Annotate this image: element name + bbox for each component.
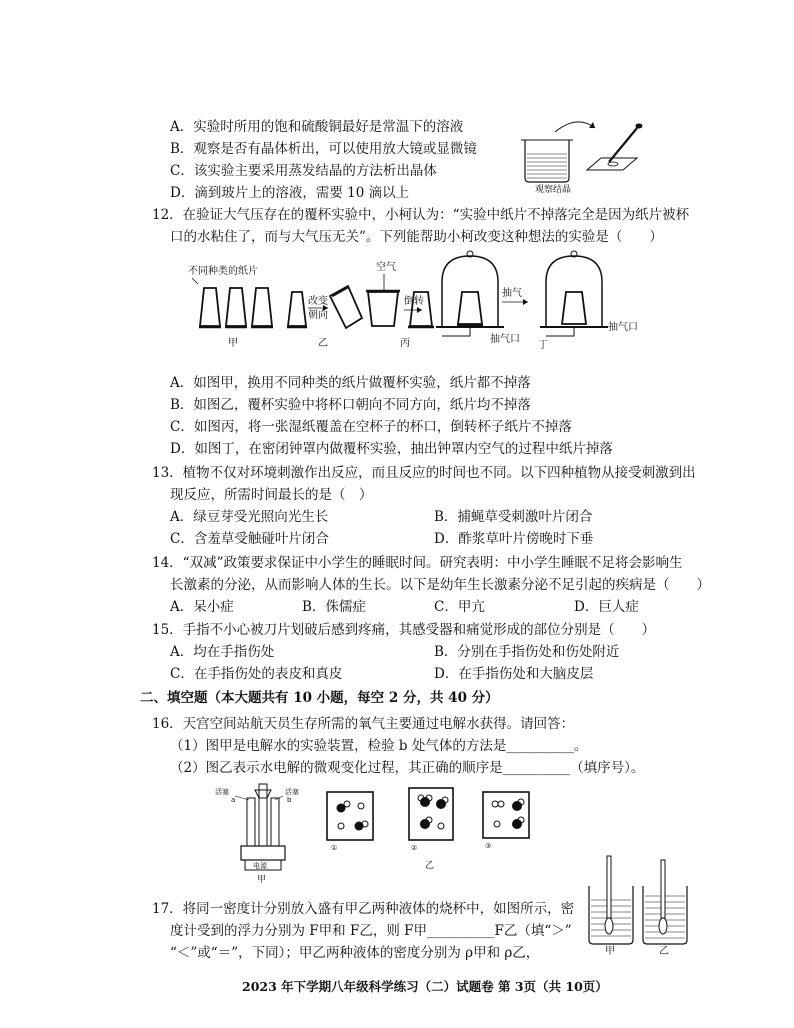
q12-label-bing: 丙	[400, 338, 410, 349]
q16-label-b: b	[287, 796, 292, 804]
q13-option-d: D．酢浆草叶片傍晚时下垂	[434, 531, 594, 547]
q12-label-papers: 不同种类的纸片	[188, 266, 258, 277]
q12-label-air: 空气	[376, 262, 396, 273]
q14-option-c: C．甲亢	[434, 599, 485, 615]
q15-option-a: A．均在手指伤处	[170, 644, 275, 660]
q13-stem-line1: 13．植物不仅对环境刺激作出反应，而且反应的时间也不同。以下四种植物从接受刺激到出	[152, 465, 696, 481]
q17-stem-line3: “＜”或“＝”，下同）；甲乙两种液体的密度分别为 ρ甲和 ρ乙，	[170, 945, 540, 961]
q12-label-change: 改变	[308, 296, 328, 307]
q16-sub2: （2）图乙表示水电解的微观变化过程，其正确的顺序是__________（填序号）。	[170, 760, 645, 776]
q14-option-b: B．侏儒症	[302, 599, 366, 615]
q17-fig-jia: 甲	[605, 946, 615, 957]
q14-stem-line2: 长激素的分泌，从而影响人体的生长。以下是幼年生长激素分泌不足引起的疾病是（ ）	[170, 577, 710, 593]
q14-stem-line1: 14．“双减”政策要求保证中小学生的睡眠时间。研究表明：中小学生睡眠不足将会影响生	[152, 555, 683, 571]
q16-stem: 16．天宫空间站航天员生存所需的氧气主要通过电解水获得。请回答：	[152, 716, 575, 732]
q12-option-b: B．如图乙，覆杯实验中将杯口朝向不同方向，纸片均不掉落	[170, 397, 531, 413]
q11-option-a: A．实验时所用的饱和硫酸铜最好是常温下的溶液	[170, 119, 464, 135]
q14-option-a: A．呆小症	[170, 599, 234, 615]
q13-stem-line2: 现反应，所需时间最长的是（ ）	[170, 487, 373, 503]
q13-option-a: A．绿豆芽受光照向光生长	[170, 509, 329, 525]
q16-fig-yi: 乙	[425, 861, 435, 871]
q12-label-pump: 抽气	[502, 288, 522, 299]
q12-label-direction: 朝向	[308, 310, 328, 321]
q12-label-port1: 抽气口	[490, 334, 520, 345]
q17-hydrometer-figure	[585, 856, 695, 956]
q12-stem-line1: 12．在验证大气压存在的覆杯实验中，小柯认为：“实验中纸片不掉落完全是因为纸片被杯	[152, 207, 690, 223]
q15-option-b: B．分别在手指伤处和伤处附近	[434, 644, 620, 660]
q11-option-b: B．观察是否有晶体析出，可以使用放大镜或显微镜	[170, 141, 477, 157]
q16-valve-right-label: 活塞	[285, 788, 299, 796]
q12-label-jia: 甲	[228, 338, 238, 349]
q12-option-a: A．如图甲，换用不同种类的纸片做覆杯实验，纸片都不掉落	[170, 375, 531, 391]
q16-panel-3-number: ③	[485, 842, 492, 850]
q17-fig-yi: 乙	[659, 946, 669, 957]
page-footer: 2023 年下学期八年级科学练习（二）试题卷 第 3页（共 10页）	[242, 979, 608, 994]
q12-option-c: C．如图丙，将一张湿纸覆盖在空杯子的杯口，倒转杯子纸片不掉落	[170, 419, 572, 435]
q11-option-c: C．该实验主要采用蒸发结晶的方法析出晶体	[170, 163, 437, 179]
q12-option-d: D．如图丁，在密闭钟罩内做覆杯实验，抽出钟罩内空气的过程中纸片掉落	[170, 441, 613, 457]
q12-label-yi: 乙	[318, 338, 328, 349]
q16-power-label: 电源	[253, 862, 267, 870]
q12-stem-line2: 口的水粘住了，而与大气压无关”。下列能帮助小柯改变这种想法的实验是（ ）	[170, 229, 663, 245]
q17-stem-line2: 度计受到的浮力分别为 F甲和 F乙，则 F甲__________F乙（填“＞”	[170, 923, 572, 939]
q12-label-ding: 丁	[538, 340, 548, 351]
section-heading-fill-in: 二、填空题（本大题共有 10 小题，每空 2 分，共 40 分）	[140, 690, 499, 706]
q16-panel-2-number: ②	[411, 844, 418, 852]
q13-option-b: B．捕蝇草受刺激叶片闭合	[434, 509, 593, 525]
q11-crystal-figure	[515, 110, 655, 195]
q15-option-d: D．在手指伤处和大脑皮层	[434, 666, 594, 682]
q16-fig-jia: 甲	[257, 875, 267, 885]
q15-stem: 15．手指不小心被刀片划破后感到疼痛，其感受器和痛觉形成的部位分别是（ ）	[152, 622, 656, 638]
q16-sub1: （1）图甲是电解水的实验装置，检验 b 处气体的方法是__________。	[170, 738, 588, 754]
q16-valve-left-label: 活塞	[215, 788, 229, 796]
q17-stem-line1: 17．将同一密度计分别放入盛有甲乙两种液体的烧杯中，如图所示，密	[152, 901, 575, 917]
q13-option-c: C．含羞草受触碰叶片闭合	[170, 531, 329, 547]
q11-option-d: D．滴到玻片上的溶液，需要 10 滴以上	[170, 185, 410, 201]
q12-label-port2: 抽气口	[608, 322, 638, 333]
q16-label-a: a	[231, 796, 236, 804]
q16-electrolysis-figure	[215, 784, 545, 894]
q12-figure	[170, 252, 670, 362]
q11-figure-caption: 观察结晶	[535, 185, 572, 195]
q16-panel-1-number: ①	[331, 844, 338, 852]
q12-label-invert: 倒转	[404, 296, 424, 307]
q14-option-d: D．巨人症	[574, 599, 639, 615]
q15-option-c: C．在手指伤处的表皮和真皮	[170, 666, 343, 682]
